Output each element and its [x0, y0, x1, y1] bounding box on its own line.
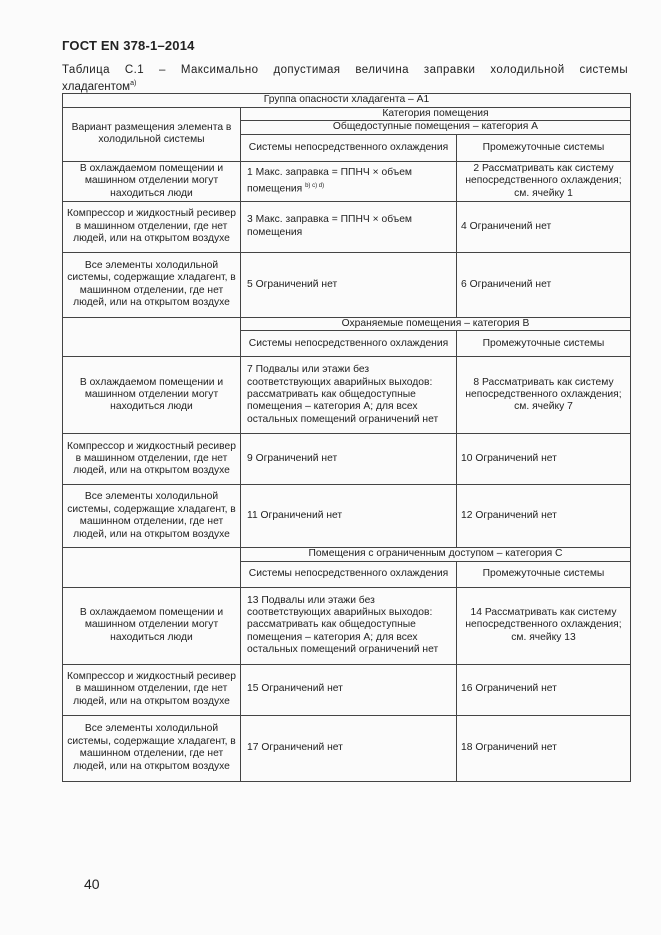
table-caption	[62, 64, 628, 94]
table-cell-placement: Компрессор и жидкостный ресивер в машинном отделении, где нет людей, или на открытом воздухе	[63, 664, 241, 715]
table-cell-placement: Компрессор и жидкостный ресивер в машинном отделении, где нет людей, или на открытом воздухе	[63, 434, 241, 485]
section-a-indirect-header: Промежуточные системы	[457, 134, 631, 161]
document-id: ГОСТ EN 378-1–2014	[62, 38, 195, 53]
section-c-title: Помещения с ограниченным доступом – категория С	[241, 548, 631, 561]
hazard-group-header: Группа опасности хладагента – А1	[63, 94, 631, 108]
table-cell-placement: В охлаждаемом помещении и машинном отделении могут находиться люди	[63, 587, 241, 664]
table-cell-indirect: 12 Ограничений нет	[457, 485, 631, 548]
caption-line-1: Таблица С.1 – Максимально допустимая величина заправки холодильной системы	[62, 64, 628, 76]
table-cell-direct: 13 Подвалы или этажи без соответствующих аварийных выходов: рассматривать как общедоступные помещения – категория А; для всех остальных помещений ограничений нет	[241, 587, 457, 664]
caption-line-2	[62, 77, 628, 94]
table-cell-indirect: 8 Рассматривать как систему непосредственного охлаждения; см. ячейку 7	[457, 357, 631, 434]
caption-footnote: a)	[130, 80, 137, 87]
cell-footnotes: b) c) d)	[305, 182, 325, 189]
table-cell-indirect: 4 Ограничений нет	[457, 201, 631, 252]
table-cell-direct-text: 1 Макс. заправка = ППНЧ × объем помещения	[247, 167, 412, 195]
table-cell-direct: 9 Ограничений нет	[241, 434, 457, 485]
section-b-direct-header: Системы непосредственного охлаждения	[241, 331, 457, 357]
table-cell-direct: 7 Подвалы или этажи без соответствующих аварийных выходов: рассматривать как общедоступные помещения – категория А; для всех остальных помещений ограничений нет	[241, 357, 457, 434]
table-cell-direct: 17 Ограничений нет	[241, 715, 457, 781]
section-a-title: Общедоступные помещения – категория А	[241, 121, 631, 134]
table-cell-direct: 5 Ограничений нет	[241, 252, 457, 317]
table-cell-indirect: 10 Ограничений нет	[457, 434, 631, 485]
section-c-blank-cell	[63, 548, 241, 587]
table-cell-placement: Все элементы холодильной системы, содержащие хладагент, в машинном отделении, где нет людей, или на открытом воздухе	[63, 485, 241, 548]
table-cell-placement: Все элементы холодильной системы, содержащие хладагент, в машинном отделении, где нет людей, или на открытом воздухе	[63, 252, 241, 317]
section-c-indirect-header: Промежуточные системы	[457, 561, 631, 587]
table-cell-indirect: 18 Ограничений нет	[457, 715, 631, 781]
caption-line-2-text: хладагентом	[62, 80, 131, 93]
refrigerant-charge-table	[62, 93, 631, 782]
room-category-header: Категория помещения	[241, 108, 631, 121]
table-cell-placement: В охлаждаемом помещении и машинном отделении могут находиться люди	[63, 161, 241, 201]
section-b-blank-cell	[63, 317, 241, 356]
table-cell-direct: 15 Ограничений нет	[241, 664, 457, 715]
table-cell-indirect: 6 Ограничений нет	[457, 252, 631, 317]
page-number: 40	[84, 876, 100, 892]
table-cell-placement: Компрессор и жидкостный ресивер в машинном отделении, где нет людей, или на открытом воздухе	[63, 201, 241, 252]
placement-column-header: Вариант размещения элемента в холодильной системы	[63, 108, 241, 162]
section-b-indirect-header: Промежуточные системы	[457, 331, 631, 357]
table-cell-direct: 3 Макс. заправка = ППНЧ × объем помещения	[241, 201, 457, 252]
section-b-title: Охраняемые помещения – категория В	[241, 317, 631, 330]
table-cell-indirect: 2 Рассматривать как систему непосредственного охлаждения; см. ячейку 1	[457, 161, 631, 201]
table-cell-direct	[241, 161, 457, 201]
section-a-direct-header: Системы непосредственного охлаждения	[241, 134, 457, 161]
table-cell-indirect: 16 Ограничений нет	[457, 664, 631, 715]
table-cell-direct: 11 Ограничений нет	[241, 485, 457, 548]
table-cell-indirect: 14 Рассматривать как систему непосредственного охлаждения; см. ячейку 13	[457, 587, 631, 664]
table-cell-placement: В охлаждаемом помещении и машинном отделении могут находиться люди	[63, 357, 241, 434]
section-c-direct-header: Системы непосредственного охлаждения	[241, 561, 457, 587]
table-cell-placement: Все элементы холодильной системы, содержащие хладагент, в машинном отделении, где нет людей, или на открытом воздухе	[63, 715, 241, 781]
